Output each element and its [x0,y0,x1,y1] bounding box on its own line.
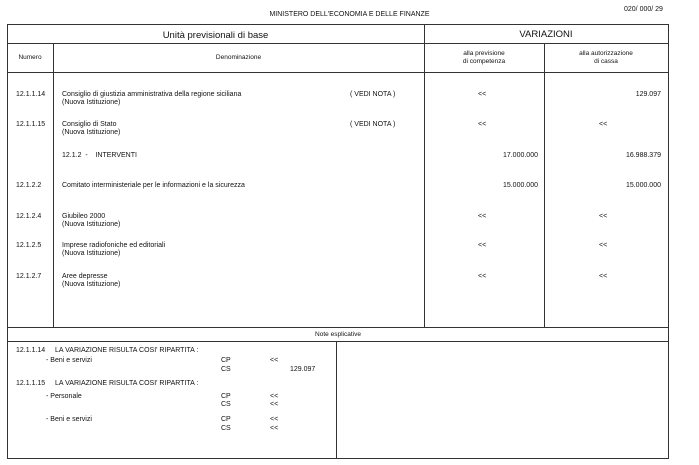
notes-title: Note esplicative [315,331,361,338]
note-item-label: - Beni e servizi [46,416,92,423]
note-item-label: - Personale [46,393,82,400]
row-competenza: << [478,213,487,220]
row-denominazione: Giubileo 2000 [62,213,106,220]
note-line-key: CP [221,393,231,400]
vedi-nota-label: ( VEDI NOTA ) [350,121,396,128]
row-subtitle: (Nuova Istituzione) [62,129,121,136]
row-denominazione: Imprese radiofoniche ed editoriali [62,242,166,249]
row-denominazione: Consiglio di Stato [62,121,117,128]
note-line-key: CS [221,366,231,373]
note-line-amount: 129.097 [290,366,316,373]
note-line-key: CS [221,425,231,432]
row-subtitle: (Nuova Istituzione) [62,250,121,257]
column-header-competenza: alla previsione di competenza [462,50,506,65]
page-code: 020/ 000/ 29 [624,6,663,13]
column-header-numero: Numero [18,54,42,61]
row-numero: 12.1.1.14 [16,91,46,98]
note-item-label: - Beni e servizi [46,357,92,364]
upb-title: Unità previsionali di base [162,30,269,41]
note-line-key: CS [221,401,231,408]
row-denominazione: Comitato interministeriale per le informazioni e la sicurezza [62,182,245,189]
note-line-key: CP [221,357,231,364]
note-line-value: << [270,425,279,432]
note-line-value: << [270,357,279,364]
row-cassa: << [599,242,608,249]
note-line-value: << [270,401,279,408]
row-competenza: << [478,91,487,98]
note-line-key: CP [221,416,231,423]
vedi-nota-label: ( VEDI NOTA ) [350,91,396,98]
row-numero: 12.1.2.5 [16,242,42,249]
row-denominazione: Consiglio di giustizia amministrativa della regione siciliana [62,91,242,98]
row-cassa: << [599,273,608,280]
row-competenza: << [478,121,487,128]
row-competenza: << [478,273,487,280]
note-numero: 12.1.1.15 [16,380,46,387]
ministry-title: MINISTERO DELL'ECONOMIA E DELLE FINANZE [269,11,430,18]
variazioni-title: VARIAZIONI [519,29,573,40]
row-numero: 12.1.2.7 [16,273,42,280]
column-header-denominazione: Denominazione [215,54,262,61]
note-numero: 12.1.1.14 [16,347,46,354]
row-denominazione: Aree depresse [62,273,108,280]
row-competenza: << [478,242,487,249]
row-cassa: 15.000.000 [625,182,661,189]
row-numero: 12.1.2.4 [16,213,42,220]
note-line-value: << [270,416,279,423]
row-cassa: 129.097 [635,91,661,98]
row-subtitle: (Nuova Istituzione) [62,281,121,288]
note-heading: LA VARIAZIONE RISULTA COSI' RIPARTITA : [55,347,199,354]
row-subtitle: (Nuova Istituzione) [62,99,121,106]
row-subtitle: (Nuova Istituzione) [62,221,121,228]
row-cassa: << [599,213,608,220]
note-line-value: << [270,393,279,400]
row-competenza: 15.000.000 [502,182,538,189]
row-cassa: 16.988.379 [625,152,661,159]
note-heading: LA VARIAZIONE RISULTA COSI' RIPARTITA : [55,380,199,387]
row-numero: 12.1.1.15 [16,121,46,128]
row-cassa: << [599,121,608,128]
row-competenza: 17.000.000 [502,152,538,159]
section-heading: 12.1.2 - INTERVENTI [62,152,137,159]
row-numero: 12.1.2.2 [16,182,42,189]
column-header-cassa: alla autorizzazione di cassa [579,50,633,65]
